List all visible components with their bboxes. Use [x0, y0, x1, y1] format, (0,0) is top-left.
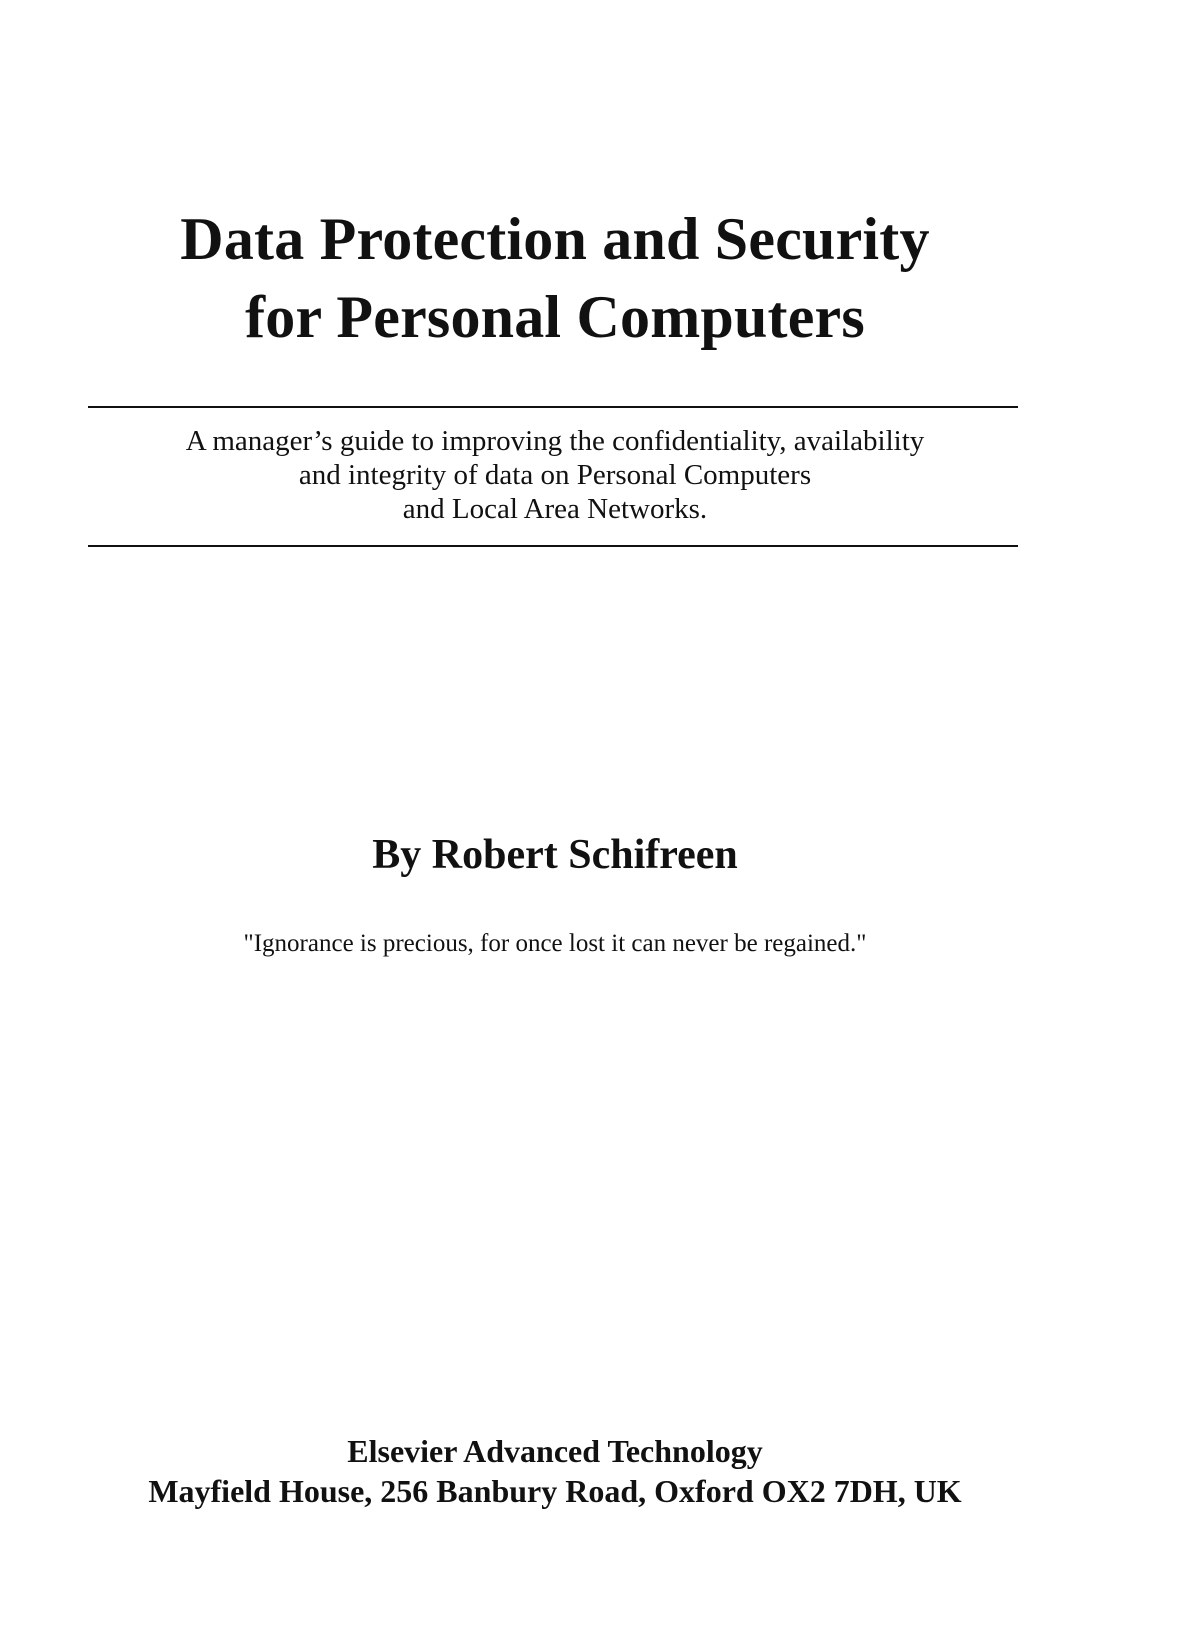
book-title — [0, 200, 1110, 356]
bottom-divider — [88, 545, 1018, 547]
publisher-block — [0, 1431, 1110, 1511]
epigraph-quote: "Ignorance is precious, for once lost it can never be regained." — [243, 930, 867, 957]
publisher-name: Elsevier Advanced Technology — [347, 1433, 763, 1469]
publisher-address: Mayfield House, 256 Banbury Road, Oxford OX2 7DH, UK — [148, 1473, 962, 1509]
book-subtitle — [0, 424, 1110, 526]
subtitle-line-2: and integrity of data on Personal Computers — [298, 459, 812, 491]
book-title-line-2: for Personal Computers — [245, 284, 865, 350]
top-divider — [88, 406, 1018, 408]
author-byline: By Robert Schifreen — [372, 832, 738, 878]
book-title-line-1: Data Protection and Security — [180, 206, 930, 272]
subtitle-line-3: and Local Area Networks. — [402, 493, 708, 525]
subtitle-line-1: A manager’s guide to improving the confidentiality, availability — [185, 425, 925, 457]
